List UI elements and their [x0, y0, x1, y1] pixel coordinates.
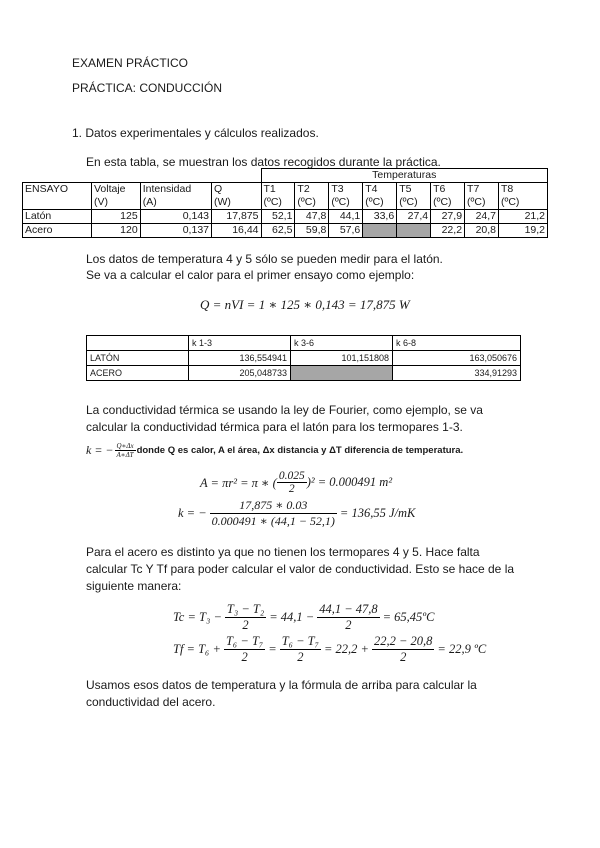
table-header-row [23, 183, 548, 197]
heat-equation: Q = nVI = 1 ∗ 125 ∗ 0,143 = 17,875 W [200, 297, 410, 312]
table-cell: 27,4 [397, 210, 431, 224]
table-cell: 47,8 [295, 210, 329, 224]
header-cell: T1 [261, 183, 295, 197]
table-cell: 22,2 [431, 224, 465, 238]
equation-part: = 44,1 − [269, 610, 315, 624]
tf-equation [173, 634, 486, 665]
fraction-numerator: 22,2 − 20,8 [373, 634, 433, 648]
table-row [87, 366, 521, 381]
table-row [23, 224, 548, 238]
document-subtitle: PRÁCTICA: CONDUCCIÓN [72, 81, 223, 95]
equation-part: = 22,2 + [323, 642, 369, 656]
equation-part: Tf = T₆ + [173, 642, 221, 656]
unit-cell: (ºC) [431, 196, 465, 210]
table-cell: 52,1 [261, 210, 295, 224]
table-intro: En esta tabla, se muestran los datos recogidos durante la práctica. [86, 155, 441, 169]
fraction-denominator: 2 [242, 618, 249, 632]
fourier-law [86, 442, 463, 459]
tc-fraction-1 [225, 602, 266, 633]
paragraph-line: Usamos esos datos de temperatura y la fórmula de arriba para calcular la [86, 678, 477, 692]
table-cell: 20,8 [465, 224, 499, 238]
table-cell: 334,91293 [393, 366, 521, 381]
table-cell: 33,6 [363, 210, 397, 224]
equation-part: )² = 0.000491 m² [306, 475, 393, 489]
table-cell: 16,44 [212, 224, 262, 238]
section-heading: 1. Datos experimentales y cálculos realizados. [72, 126, 319, 140]
header-cell [87, 336, 189, 351]
equation-part: = [268, 642, 277, 656]
fraction-denominator: 2 [400, 650, 407, 664]
paragraph-line: Para el acero es distinto ya que no tienen los termopares 4 y 5. Hace falta [86, 545, 480, 559]
header-cell: T3 [329, 183, 363, 197]
unit-cell: (ºC) [329, 196, 363, 210]
equation-part: A = πr² = π ∗ ( [200, 475, 277, 490]
table-cell: 24,7 [465, 210, 499, 224]
table-cell: 44,1 [329, 210, 363, 224]
equation-part: = 136,55 J/mK [339, 506, 416, 520]
unit-cell: (ºC) [295, 196, 329, 210]
header-cell: T8 [499, 183, 548, 197]
header-cell: k 3-6 [291, 336, 393, 351]
tc-equation [173, 602, 435, 633]
fraction-numerator: 17,875 ∗ 0.03 [210, 498, 337, 514]
table-cell: 0,143 [140, 210, 211, 224]
area-equation [200, 470, 392, 495]
table-cell: 21,2 [499, 210, 548, 224]
empty-gray-cell [291, 366, 393, 381]
table-cell: 19,2 [499, 224, 548, 238]
fraction-denominator: 2 [297, 650, 304, 664]
row-label: Latón [23, 210, 92, 224]
paragraph-line: Se va a calcular el calor para el primer ensayo como ejemplo: [86, 268, 415, 282]
row-label: LATÓN [87, 351, 189, 366]
paragraph-line: calcular la conductividad térmica para el latón para los termopares 1-3. [86, 420, 463, 434]
equation-part: = 65,45ºC [382, 610, 435, 624]
paragraph-line: calcular Tc Y Tf para poder calcular el valor de conductividad. Esto se hace de la [86, 562, 515, 576]
unit-cell [23, 196, 92, 210]
paragraph-line: La conductividad térmica se usando la ley de Fourier, como ejemplo, se va [86, 403, 483, 417]
tf-fraction-1 [224, 634, 265, 665]
fraction-numerator: 0.025 [278, 470, 305, 482]
header-cell: Q [212, 183, 262, 197]
equation-part: k = − [178, 506, 207, 520]
table-header-row [87, 336, 521, 351]
table-cell: 17,875 [212, 210, 262, 224]
fraction-denominator: 2 [288, 483, 295, 495]
header-cell: ENSAYO [23, 183, 92, 197]
conductivity-equation [178, 498, 415, 529]
header-cell: T4 [363, 183, 397, 197]
unit-cell: (A) [140, 196, 211, 210]
fraction-numerator: T₆ − T₇ [281, 634, 319, 648]
header-cell: T7 [465, 183, 499, 197]
unit-cell: (ºC) [261, 196, 295, 210]
tf-fraction-2 [280, 634, 321, 665]
fraction-denominator: 0.000491 ∗ (44,1 − 52,1) [211, 514, 335, 528]
unit-cell: (V) [92, 196, 141, 210]
area-fraction [277, 470, 307, 495]
header-cell: k 6-8 [393, 336, 521, 351]
header-cell: Voltaje [92, 183, 141, 197]
equation-part: = 22,9 ºC [437, 642, 487, 656]
equation-part: Tc = T₃ − [173, 610, 222, 624]
fraction-denominator: A∗ΔT [116, 451, 134, 459]
table-cell: 136,554941 [189, 351, 291, 366]
fraction-numerator: 44,1 − 47,8 [319, 602, 378, 616]
table-cell: 0,137 [140, 224, 211, 238]
row-label: Acero [23, 224, 92, 238]
unit-cell: (ºC) [397, 196, 431, 210]
table-cell: 101,151808 [291, 351, 393, 366]
tf-fraction-3 [372, 634, 434, 665]
table-cell: 163,050676 [393, 351, 521, 366]
table-cell: 62,5 [261, 224, 295, 238]
table-cell: 205,048733 [189, 366, 291, 381]
paragraph-line: conductividad del acero. [86, 695, 216, 709]
table-row [87, 351, 521, 366]
tc-fraction-2 [317, 602, 379, 633]
empty-gray-cell [397, 224, 431, 238]
header-cell: Intensidad [140, 183, 211, 197]
empty-gray-cell [363, 224, 397, 238]
unit-cell: (ºC) [465, 196, 499, 210]
conductivity-table [86, 335, 521, 381]
table-cell: 57,6 [329, 224, 363, 238]
unit-cell: (ºC) [363, 196, 397, 210]
fourier-prefix: k = − [86, 443, 114, 457]
table-units-row [23, 196, 548, 210]
paragraph-line: Los datos de temperatura 4 y 5 sólo se pueden medir para el latón. [86, 252, 443, 266]
temperatures-header: Temperaturas [261, 169, 548, 183]
row-label: ACERO [87, 366, 189, 381]
table-cell: 27,9 [431, 210, 465, 224]
table-cell: 125 [92, 210, 141, 224]
fraction-numerator: Q∗Δx [115, 442, 136, 451]
document-title: EXAMEN PRÁCTICO [72, 56, 189, 70]
unit-cell: (W) [212, 196, 262, 210]
table-cell: 120 [92, 224, 141, 238]
fraction-denominator: 2 [241, 650, 248, 664]
header-cell: T5 [397, 183, 431, 197]
fraction-numerator: T₃ − T₂ [226, 602, 265, 616]
paragraph-line: siguiente manera: [86, 579, 182, 593]
unit-cell: (ºC) [499, 196, 548, 210]
fourier-description: donde Q es calor, A el área, Δx distancia y ΔT diferencia de temperatura. [136, 445, 464, 456]
header-cell: T2 [295, 183, 329, 197]
conductivity-fraction [210, 498, 337, 529]
experimental-data-table [22, 168, 548, 238]
header-cell: T6 [431, 183, 465, 197]
table-row [23, 210, 548, 224]
fraction-numerator: T₆ − T₇ [225, 634, 264, 648]
header-cell: k 1-3 [189, 336, 291, 351]
table-cell: 59,8 [295, 224, 329, 238]
fourier-fraction [115, 442, 136, 459]
fraction-denominator: 2 [345, 618, 352, 632]
